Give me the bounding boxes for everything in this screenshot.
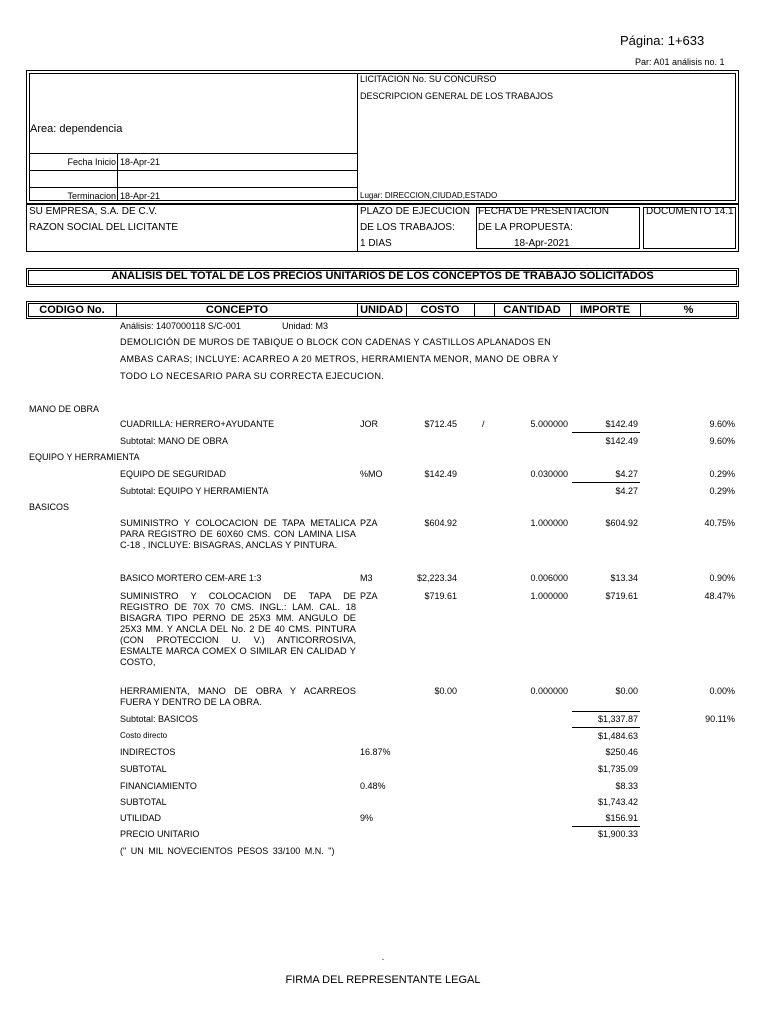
subtotal-basicos-pct: 90.11% (705, 714, 735, 724)
financiamiento-label: FINANCIAMIENTO (120, 781, 197, 791)
terminacion-value: 18-Apr-21 (120, 191, 161, 201)
basico-importe: $13.34 (610, 573, 638, 583)
equipo-costo: $142.49 (424, 469, 457, 479)
col-importe: IMPORTE (579, 304, 631, 316)
col-codigo: CODIGO No. (39, 304, 105, 316)
col-pct: % (683, 304, 694, 316)
subtotal-mano-obra-importe: $142.49 (605, 436, 638, 446)
indirectos-pct: 16.87% (360, 747, 391, 757)
utilidad-label: UTILIDAD (120, 813, 162, 823)
costo-directo-label: Costo directo (120, 731, 168, 740)
document-title: ANALISIS DEL TOTAL DE LOS PRECIOS UNITARIOS DE LOS CONCEPTOS DE TRABAJO SOLICITADOS (111, 270, 654, 282)
costo-directo-importe: $1,484.63 (597, 731, 638, 741)
basico-unidad: M3 (360, 573, 373, 583)
subtotal-equipo-importe: $4.27 (615, 486, 638, 496)
basico-concepto: HERRAMIENTA, MANO DE OBRA Y ACARREOS FUERA Y DENTRO DE LA OBRA. (120, 686, 356, 707)
subtotal-label: SUBTOTAL (120, 797, 167, 807)
basico-importe: $0.00 (615, 686, 638, 696)
mano-obra-cantidad: 5.000000 (530, 419, 568, 429)
utilidad-importe: $156.91 (605, 813, 638, 823)
plazo-line3: 1 DIAS (360, 238, 392, 249)
basico-importe: $604.92 (605, 518, 638, 528)
fecha-pres-line2: DE LA PROPUESTA: (478, 222, 573, 233)
subtotal-importe: $1,735.09 (597, 764, 638, 774)
equipo-concepto: EQUIPO DE SEGURIDAD (120, 469, 227, 479)
indirectos-importe: $250.46 (605, 747, 638, 757)
empresa-label: SU EMPRESA, S.A. DE C.V. (29, 206, 158, 217)
mano-obra-sep: / (482, 419, 485, 429)
equipo-unidad: %MO (360, 469, 383, 479)
subtotal-importe: $1,743.42 (597, 797, 638, 807)
analisis-code: Análisis: 1407000118 S/C-001 (120, 321, 241, 331)
basico-costo: $719.61 (424, 591, 457, 601)
basico-cantidad: 0.000000 (530, 686, 568, 696)
subtotal-mano-obra-pct: 9.60% (709, 436, 735, 446)
basico-pct: 48.47% (704, 591, 735, 601)
equipo-importe: $4.27 (615, 469, 638, 479)
subtotal-label: SUBTOTAL (120, 764, 167, 774)
area-label: Area: dependencia (30, 123, 123, 135)
basico-concepto: BASICO MORTERO CEM-ARE 1:3 (120, 573, 262, 583)
descripcion-label: DESCRIPCION GENERAL DE LOS TRABAJOS (360, 91, 554, 101)
col-concepto: CONCEPTO (205, 304, 269, 316)
financiamiento-pct: 0.48% (360, 781, 386, 791)
fecha-pres-value: 18-Apr-2021 (514, 238, 570, 249)
plazo-line1: PLAZO DE EJECUCION (360, 206, 471, 217)
section-basicos: BASICOS (29, 502, 70, 512)
mano-obra-pct: 9.60% (709, 419, 735, 429)
basico-pct: 0.90% (709, 573, 735, 583)
subtotal-basicos-label: Subtotal: BASICOS (120, 714, 199, 724)
indirectos-label: INDIRECTOS (120, 747, 176, 757)
precio-en-letra: (" UN MIL NOVECIENTOS PESOS 33/100 M.N. ") (120, 846, 335, 856)
basico-costo: $604.92 (424, 518, 457, 528)
basico-concepto: SUMINISTRO Y COLOCACION DE TAPA METALICA PARA REGISTRO DE 60X60 CMS. CON LAMINA LISA C-18 , INCLUYE: BISAGRAS, ANCLAS Y PINTURA. (120, 518, 356, 550)
col-costo: COSTO (420, 304, 460, 316)
basico-pct: 40.75% (704, 518, 735, 528)
fecha-inicio-value: 18-Apr-21 (120, 157, 161, 167)
section-mano-obra: MANO DE OBRA (29, 404, 100, 414)
page-number: Página: 1+633 (620, 33, 705, 48)
col-unidad: UNIDAD (360, 304, 403, 316)
terminacion-label: Terminacion (67, 191, 116, 201)
basico-unidad: PZA (360, 518, 378, 528)
basico-importe: $719.61 (605, 591, 638, 601)
basico-costo: $2,223.34 (416, 573, 457, 583)
analisis-desc-line: TODO LO NECESARIO PARA SU CORRECTA EJECUCION. (120, 371, 385, 381)
subtotal-mano-obra-label: Subtotal: MANO DE OBRA (120, 436, 229, 446)
basico-cantidad: 0.006000 (530, 573, 568, 583)
subtotal-equipo-pct: 0.29% (709, 486, 735, 496)
analisis-unidad: Unidad: M3 (282, 321, 329, 331)
col-cantidad: CANTIDAD (503, 304, 561, 316)
basico-cantidad: 1.000000 (530, 591, 568, 601)
financiamiento-importe: $8.33 (615, 781, 638, 791)
precio-unitario-importe: $1,900.33 (597, 829, 638, 839)
mano-obra-concepto: CUADRILLA: HERRERO+AYUDANTE (120, 419, 275, 429)
basico-concepto: SUMINISTRO Y COLOCACION DE TAPA DE REGISTRO DE 70X 70 CMS. INGL.: LAM. CAL. 18 BISAGRA TIPO PERNO DE 25X3 MM. ANGULO DE 25X3 MM. Y ANCLA DEL No. 2 DE 40 CMS. PINTURA (CON PROTECCION U. V.) ANTICORROSIVA, ESMALTE MARCA COMEX O SIMILAR EN CALIDAD Y COSTO, (120, 591, 356, 667)
razon-label: RAZON SOCIAL DEL LICITANTE (29, 222, 179, 233)
equipo-pct: 0.29% (709, 469, 735, 479)
mano-obra-costo: $712.45 (424, 419, 457, 429)
basico-cantidad: 1.000000 (530, 518, 568, 528)
basico-costo: $0.00 (434, 686, 457, 696)
documento-label: DOCUMENTO 14.1 (646, 206, 734, 217)
subtotal-basicos-importe: $1,337.87 (597, 714, 638, 724)
mano-obra-importe: $142.49 (605, 419, 638, 429)
analisis-desc-line: DEMOLICIÓN DE MUROS DE TABIQUE O BLOCK CON CADENAS Y CASTILLOS APLANADOS EN (120, 337, 551, 347)
section-equipo: EQUIPO Y HERRAMIENTA (29, 452, 140, 462)
firma-representante: FIRMA DEL REPRESENTANTE LEGAL (285, 974, 481, 986)
fecha-inicio-label: Fecha Inicio (67, 157, 116, 167)
licitacion-label: LICITACION No. SU CONCURSO (360, 74, 497, 84)
plazo-line2: DE LOS TRABAJOS: (360, 222, 455, 233)
basico-pct: 0.00% (709, 686, 735, 696)
equipo-cantidad: 0.030000 (530, 469, 568, 479)
utilidad-pct: 9% (360, 813, 374, 823)
partida-label: Par: A01 análisis no. 1 (635, 57, 725, 67)
signature-dot: . (381, 952, 385, 962)
lugar-label: Lugar: DIRECCION,CIUDAD,ESTADO (360, 191, 498, 200)
basico-unidad: PZA (360, 591, 378, 601)
fecha-pres-line1: FECHA DE PRESENTACION (478, 206, 609, 217)
analisis-desc-line: AMBAS CARAS; INCLUYE: ACARREO A 20 METROS, HERRAMIENTA MENOR, MANO DE OBRA Y (120, 354, 559, 364)
mano-obra-unidad: JOR (360, 419, 378, 429)
subtotal-equipo-label: Subtotal: EQUIPO Y HERRAMIENTA (120, 486, 269, 496)
precio-unitario-label: PRECIO UNITARIO (120, 829, 200, 839)
